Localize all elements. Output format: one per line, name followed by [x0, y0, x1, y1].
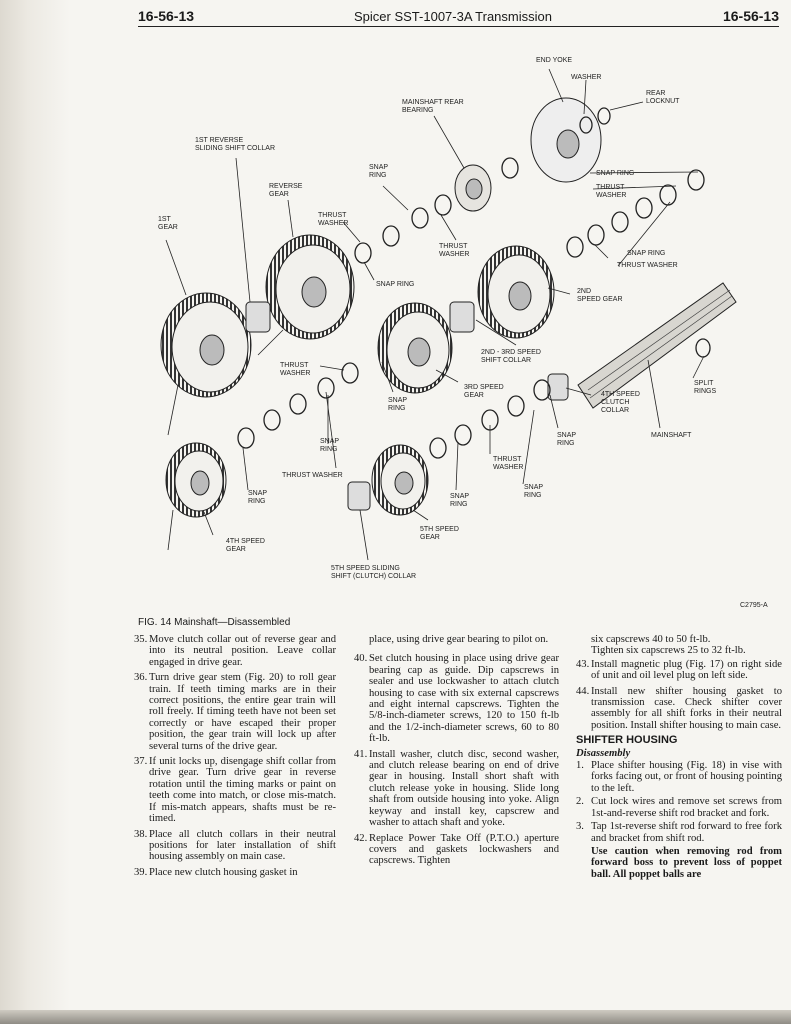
label-thrust-washer: THRUST WASHER	[596, 184, 627, 199]
fifth-collar-drawing	[348, 482, 370, 510]
step-text: If unit locks up, disengage shift collar from drive gear. Turn drive gear in reverse rotation until the timing marks or paint on teeth come into match, or close mis-match. If mis-match appears, shafts must be re-timed.	[149, 756, 336, 825]
step-text: Place new clutch housing gasket in	[149, 866, 298, 878]
third-gear-drawing	[378, 303, 452, 393]
label-thrust-washer: THRUST WASHER	[493, 456, 524, 471]
second-third-collar-drawing	[450, 302, 474, 332]
label-thrust-washer: THRUST WASHER	[280, 362, 311, 377]
caution-text: Use caution when removing rod from forward boss to prevent loss of poppet ball. All poppet balls are	[591, 845, 782, 880]
label-end-yoke: END YOKE	[536, 57, 573, 64]
label-snap-ring: SNAP RING	[376, 281, 415, 288]
step-text: Replace Power Take Off (P.T.O.) aperture covers and gaskets lockwashers and capscrews. Tighten	[369, 832, 559, 867]
diagram-drawing	[138, 40, 783, 615]
label-reverse-gear: REVERSE GEAR	[269, 183, 303, 198]
figure-caption: FIG. 14 Mainshaft—Disassembled	[138, 617, 291, 628]
step-item	[354, 833, 559, 867]
label-snap-ring: SNAP RING	[557, 432, 577, 447]
fourth-clutch-collar-drawing	[548, 374, 568, 400]
step-text: Tap 1st-reverse shift rod forward to free fork and bracket from shift rod.	[591, 821, 782, 844]
column-1	[134, 634, 336, 882]
step-number: 38.	[134, 828, 148, 840]
label-fourth-clutch-collar: 4TH SPEED CLUTCH COLLAR	[601, 391, 640, 414]
page-header	[138, 6, 779, 28]
page-bottom-edge	[0, 1010, 791, 1024]
label-first-gear: 1ST GEAR	[158, 216, 178, 231]
label-second-third-collar: 2ND - 3RD SPEED SHIFT COLLAR	[481, 349, 541, 364]
label-rear-locknut: REAR LOCKNUT	[646, 90, 680, 105]
step-item	[576, 686, 782, 732]
continued-text: six capscrews 40 to 50 ft-lb.	[591, 634, 711, 645]
step-number: 36.	[134, 672, 148, 684]
label-snap-ring: SNAP RING	[596, 170, 635, 177]
label-thrust-washer: THRUST WASHER	[282, 472, 343, 479]
label-snap-ring: SNAP RING	[450, 493, 470, 508]
step-item	[134, 829, 336, 863]
step-number: 2.	[576, 796, 584, 808]
label-thrust-washer: THRUST WASHER	[617, 262, 678, 269]
reverse-gear-drawing	[266, 235, 354, 339]
step-number: 3.	[576, 821, 584, 833]
page-edge-shadow	[0, 0, 70, 1024]
label-mainshaft: MAINSHAFT	[651, 432, 692, 439]
label-second-speed-gear: 2ND SPEED GEAR	[577, 288, 623, 303]
figure-code: C2795-A	[740, 602, 768, 609]
label-thrust-washer: THRUST WASHER	[439, 243, 470, 258]
step-item	[354, 749, 559, 829]
page-number-right: 16-56-13	[722, 8, 779, 24]
step-item	[576, 659, 782, 682]
column-2	[354, 634, 559, 871]
label-snap-ring: SNAP RING	[369, 164, 389, 179]
label-fifth-speed-gear: 5TH SPEED GEAR	[420, 526, 459, 541]
section-heading: SHIFTER HOUSING	[576, 734, 678, 747]
step-text: Install new shifter housing gasket to transmission case. Check shifter cover assembly for all shift forks in their neutral position. Install shifter housing to main case.	[591, 685, 782, 731]
continued-text: Tighten six capscrews 25 to 32 ft-lb.	[591, 645, 746, 657]
step-number: 39.	[134, 866, 148, 878]
label-snap-ring: SNAP RING	[388, 397, 408, 412]
label-thrust-washer: THRUST WASHER	[318, 212, 349, 227]
label-mainshaft-rear-bearing: MAINSHAFT REAR BEARING	[402, 99, 464, 114]
step-item	[134, 867, 336, 878]
step-text: Place all clutch collars in their neutral positions for later installation of shift housing assembly on main case.	[149, 828, 336, 863]
label-fifth-collar: 5TH SPEED SLIDING SHIFT (CLUTCH) COLLAR	[331, 565, 417, 580]
label-snap-ring: SNAP RING	[524, 484, 544, 499]
subsection-heading: Disassembly	[576, 747, 631, 759]
step-item	[134, 634, 336, 668]
label-snap-ring: SNAP RING	[320, 438, 340, 453]
end-yoke-drawing	[531, 98, 601, 182]
label-fourth-speed-gear: 4TH SPEED GEAR	[226, 538, 265, 553]
step-text: Install magnetic plug (Fig. 17) on right side of unit and oil level plug on left side.	[591, 658, 782, 682]
step-item	[134, 672, 336, 752]
step-text: Install washer, clutch disc, second washer, and clutch release bearing on end of drive gear in housing. Install short shaft with clutch release yoke in housing. Slide long shaft from outside housing into yoke. Align keyway and install key, capscrew and washer to attach shaft and yoke.	[369, 748, 559, 829]
first-reverse-collar-drawing	[246, 302, 270, 332]
step-text: Set clutch housing in place using drive gear bearing cap as guide. Dip capscrews in sealer and use lockwasher to attach clutch housing to case with six external capscrews and eight internal capscrews. Tighten the 5/8-inch-diameter screws, 120 to 150 ft-lb and the 1/2-inch-diameter screws, 60 to 80 ft-lb.	[369, 653, 559, 745]
body-text	[134, 634, 782, 964]
step-item	[576, 821, 782, 844]
page-title: Spicer SST-1007-3A Transmission	[354, 9, 552, 24]
step-number: 35.	[134, 634, 148, 645]
step-text: Move clutch collar out of reverse gear and into its neutral position. Leave collar engaged in drive gear.	[149, 634, 336, 668]
step-number: 37.	[134, 756, 148, 768]
label-split-rings: SPLIT RINGS	[694, 380, 717, 395]
fifth-gear-drawing	[372, 445, 428, 515]
step-number: 1.	[576, 760, 584, 772]
exploded-diagram	[138, 40, 783, 615]
page-number-left: 16-56-13	[138, 8, 195, 24]
step-number: 44.	[576, 685, 590, 697]
step-text: Place shifter housing (Fig. 18) in vise with forks facing out, or front of housing pointing to the left.	[591, 760, 782, 794]
second-gear-drawing	[478, 246, 554, 338]
label-snap-ring: SNAP RING	[627, 250, 666, 257]
step-number: 43.	[576, 658, 590, 670]
label-first-reverse-collar: 1ST REVERSE SLIDING SHIFT COLLAR	[195, 137, 276, 152]
step-item	[576, 760, 782, 794]
rear-bearing-drawing	[455, 165, 491, 211]
step-item	[576, 796, 782, 819]
label-snap-ring: SNAP RING	[248, 490, 268, 505]
continued-text: place, using drive gear bearing to pilot on.	[369, 634, 549, 645]
step-item	[354, 653, 559, 744]
label-washer: WASHER	[571, 74, 602, 81]
step-number: 41.	[354, 748, 368, 760]
step-number: 42.	[354, 832, 368, 844]
header-rule	[138, 26, 779, 27]
step-text: Cut lock wires and remove set screws from 1st-and-reverse shift rod bracket and fork.	[591, 796, 782, 819]
fourth-gear-drawing	[166, 443, 226, 517]
label-third-speed-gear: 3RD SPEED GEAR	[464, 384, 504, 399]
column-3	[576, 634, 782, 882]
step-item	[134, 756, 336, 824]
first-gear-drawing	[161, 293, 251, 397]
step-number: 40.	[354, 653, 368, 665]
step-text: Turn drive gear stem (Fig. 20) to roll gear train. If teeth timing marks are in their correct positions, the entire gear train will roll freely. If timing teeth have not been set correctly or have escaped their proper position, the gear train will lock up after several turns of the drive gear.	[149, 672, 336, 752]
